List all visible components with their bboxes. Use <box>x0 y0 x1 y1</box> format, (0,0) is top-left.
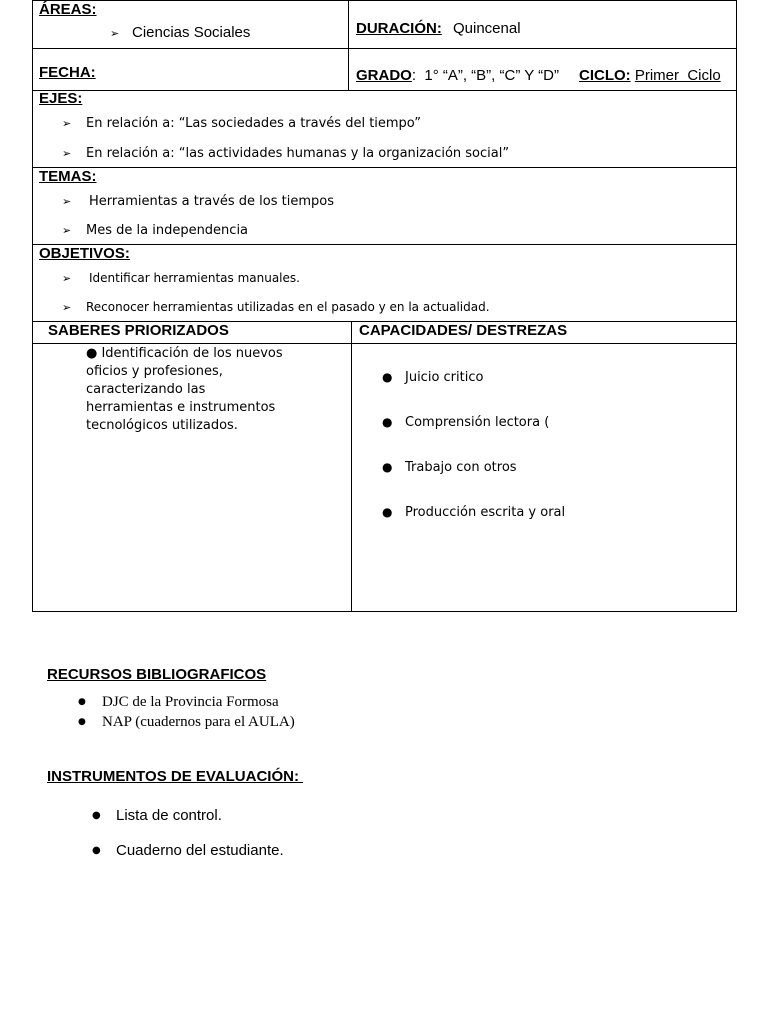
grado-label: GRADO <box>356 67 412 84</box>
recursos-title: RECURSOS BIBLIOGRAFICOS <box>47 666 267 683</box>
ciclo-label: CICLO: <box>579 67 631 84</box>
dot-bullet-icon: ● <box>382 370 393 384</box>
duracion-label: DURACIÓN: <box>356 20 442 37</box>
saberes-line: tecnológicos utilizados. <box>86 418 238 433</box>
recursos-item: NAP (cuadernos para el AULA) <box>102 714 295 730</box>
temas-item: Mes de la independencia <box>86 223 249 238</box>
ciclo-cell <box>579 67 721 84</box>
grado-cell <box>356 67 559 84</box>
instrumentos-item: Cuaderno del estudiante. <box>116 842 288 859</box>
saberes-line: herramientas e instrumentos <box>86 400 276 415</box>
duracion-value: Quincenal <box>453 20 521 37</box>
saberes-line: ● Identificación de los nuevos <box>86 346 283 361</box>
ciclo-value: Primer Ciclo <box>634 67 721 84</box>
objetivos-item: Identificar herramientas manuales. <box>89 271 300 285</box>
fecha-label: FECHA: <box>39 64 96 81</box>
dot-bullet-icon: ● <box>382 415 393 429</box>
instrumentos-item: Lista de control. <box>116 807 222 824</box>
dot-bullet-icon: ● <box>382 505 393 519</box>
arrow-bullet-icon: ➢ <box>62 195 72 208</box>
capacidades-item: Juicio critico <box>405 370 484 385</box>
dot-bullet-icon: ● <box>92 845 101 856</box>
areas-value: Ciencias Sociales <box>132 24 251 41</box>
capacidades-item: Producción escrita y oral <box>405 505 566 520</box>
ejes-item: En relación a: “Las sociedades a través del tiempo” <box>86 116 422 131</box>
saberes-line: caracterizando las <box>86 382 206 397</box>
arrow-bullet-icon: ➢ <box>62 301 72 314</box>
ejes-label: EJES: <box>39 90 83 107</box>
capacidades-header: CAPACIDADES/ DESTREZAS <box>359 322 568 339</box>
grado-value: : 1° “A”, “B”, “C” Y “D” <box>411 67 559 84</box>
arrow-bullet-icon: ➢ <box>110 27 120 40</box>
instrumentos-title: INSTRUMENTOS DE EVALUACIÓN: <box>47 768 304 785</box>
areas-label: ÁREAS: <box>39 1 97 18</box>
objetivos-label: OBJETIVOS: <box>39 245 130 262</box>
arrow-bullet-icon: ➢ <box>62 272 72 285</box>
arrow-bullet-icon: ➢ <box>62 224 72 237</box>
saberes-content <box>86 345 283 435</box>
arrow-bullet-icon: ➢ <box>62 147 72 160</box>
objetivos-item: Reconocer herramientas utilizadas en el pasado y en la actualidad. <box>86 300 490 314</box>
temas-item: Herramientas a través de los tiempos <box>89 194 334 209</box>
capacidades-item: Comprensión lectora ( <box>405 415 550 430</box>
dot-bullet-icon: ● <box>78 717 86 727</box>
arrow-bullet-icon: ➢ <box>62 117 72 130</box>
dot-bullet-icon: ● <box>78 697 86 707</box>
dot-bullet-icon: ● <box>382 460 393 474</box>
ejes-item: En relación a: “las actividades humanas y la organización social” <box>86 146 510 161</box>
temas-label: TEMAS: <box>39 168 97 185</box>
capacidades-item: Trabajo con otros <box>405 460 517 475</box>
recursos-item: DJC de la Provincia Formosa <box>102 694 279 710</box>
saberes-header: SABERES PRIORIZADOS <box>48 322 229 339</box>
dot-bullet-icon: ● <box>92 810 101 821</box>
saberes-line: oficios y profesiones, <box>86 364 223 379</box>
